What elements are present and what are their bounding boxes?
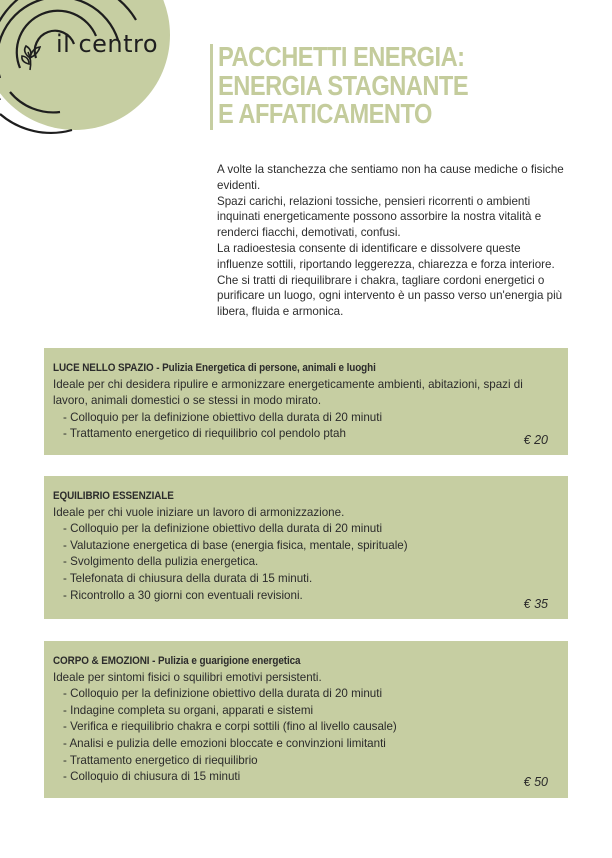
package-item: - Trattamento energetico di riequilibrio col pendolo ptah <box>63 426 548 443</box>
title-line: PACCHETTI ENERGIA: <box>218 41 465 72</box>
package-items <box>53 521 548 604</box>
intro-paragraph: La radioestesia consente di identificare e dissolvere queste influenze sottili, riportando leggerezza, chiarezza e forza interiore. Che si tratti di riequilibrare i chakra, tagliare cordoni energetici o purificare un luogo, ogni intervento è un passo verso un'energia più libera, fluida e armonica. <box>217 241 563 319</box>
package-item: - Indagine completa su organi, apparati e sistemi <box>63 703 548 720</box>
spiral-logo-icon <box>0 0 200 140</box>
package-item: - Trattamento energetico di riequilibrio <box>63 753 548 770</box>
package-item: - Colloquio di chiusura di 15 minuti <box>63 769 548 786</box>
package-subtitle: - Pulizia Energetica di persone, animali e luoghi <box>153 362 376 374</box>
intro-paragraph: A volte la stanchezza che sentiamo non ha cause mediche o fisiche evidenti. <box>217 163 564 192</box>
page-title <box>218 43 536 129</box>
package-item: - Colloquio per la definizione obiettivo della durata di 20 minuti <box>63 521 548 538</box>
package-items <box>53 686 548 786</box>
package-item: - Colloquio per la definizione obiettivo della durata di 20 minuti <box>63 410 548 427</box>
package-name: CORPO & EMOZIONI <box>53 655 150 667</box>
package-description: Ideale per chi desidera ripulire e armonizzare energeticamente ambienti, abitazioni, spazi di lavoro, animali domestici o se stessi in modo mirato. <box>53 377 523 408</box>
package-item: - Svolgimento della pulizia energetica. <box>63 554 548 571</box>
intro-text <box>217 162 567 320</box>
package-item: - Colloquio per la definizione obiettivo della durata di 20 minuti <box>63 686 548 703</box>
package-title <box>53 488 548 505</box>
title-accent-bar <box>210 44 213 130</box>
package-item: - Valutazione energetica di base (energia fisica, mentale, spirituale) <box>63 538 548 555</box>
package-title <box>53 653 548 670</box>
package-card-luce <box>44 348 568 455</box>
package-card-equilibrio <box>44 476 568 619</box>
leaf-sprig-icon <box>22 46 40 70</box>
package-price: € 50 <box>523 775 548 789</box>
package-price: € 35 <box>523 597 548 611</box>
package-item: - Ricontrollo a 30 giorni con eventuali revisioni. <box>63 588 548 605</box>
package-card-corpo <box>44 641 568 798</box>
title-line: E AFFATICAMENTO <box>218 98 432 129</box>
package-name: LUCE NELLO SPAZIO <box>53 362 154 374</box>
package-item: - Telefonata di chiusura della durata di 15 minuti. <box>63 571 548 588</box>
package-subtitle: - Pulizia e guarigione energetica <box>149 655 301 667</box>
package-items <box>53 410 548 443</box>
package-description: Ideale per chi vuole iniziare un lavoro di armonizzazione. <box>53 505 345 519</box>
package-item: - Verifica e riequilibrio chakra e corpi sottili (fino al livello causale) <box>63 719 548 736</box>
intro-paragraph: Spazi carichi, relazioni tossiche, pensieri ricorrenti o ambienti inquinati energeticamente possono assorbire la nostra vitalità e renderci fiacchi, demotivati, confusi. <box>217 194 542 240</box>
package-item: - Analisi e pulizia delle emozioni bloccate e convinzioni limitanti <box>63 736 548 753</box>
package-description: Ideale per sintomi fisici o squilibri emotivi persistenti. <box>53 670 322 684</box>
package-name: EQUILIBRIO ESSENZIALE <box>53 490 174 502</box>
title-line: ENERGIA STAGNANTE <box>218 69 469 101</box>
package-price: € 20 <box>523 433 548 447</box>
logo-text: il centro <box>56 30 159 58</box>
package-title <box>53 360 548 377</box>
